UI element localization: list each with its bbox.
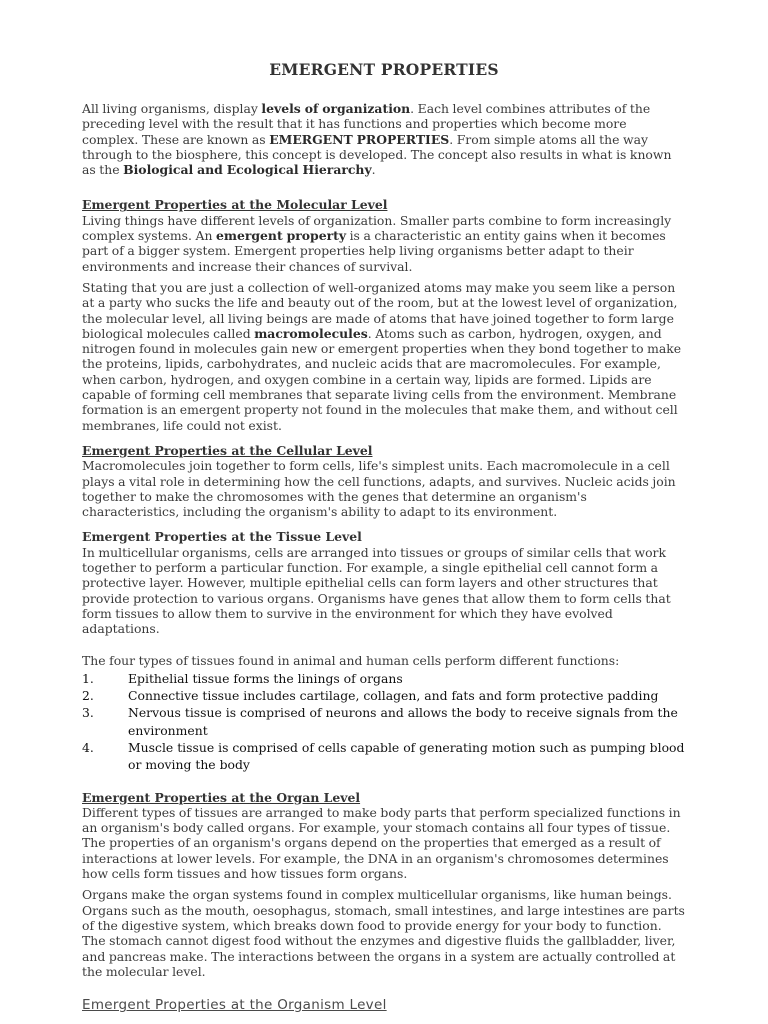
intro-bold-emergent: EMERGENT PROPERTIES [269,131,450,147]
molecular-paragraph-2 [82,280,686,433]
tissue-paragraph: In multicellular organisms, cells are arranged into tissues or groups of similar cells that work together to perform a particular function. For example, a single epithelial cell cannot form a protective layer. However, multiple epithelial cells can form layers and other structures that provide protection to various organs. Organisms have genes that allow them to form cells that form tissues to allow them to survive in the environment for which they have evolved adaptations. [82,544,671,637]
list-item-text: Nervous tissue is comprised of neurons and allows the body to receive signals from the environment [128,705,678,738]
list-item-number: 1. [82,670,94,686]
molecular-paragraph-1 [82,213,686,274]
organ-paragraph-2: Organs make the organ systems found in complex multicellular organisms, like human beings. Organs such as the mouth, oesophagus, stomach, small intestines, and large intestines are parts of the digestive system, which breaks down food to provide energy for your body to function. The stomach cannot digest food without the enzymes and digestive fluids the gallbladder, liver, and pancreas make. The interactions between the organs in a system are actually controlled at the molecular level. [82,887,685,979]
list-item-number: 3. [82,705,94,721]
intro-bold-hierarchy: Biological and Ecological Hierarchy [123,162,372,178]
cellular-paragraph: Macromolecules join together to form cells, life's simplest units. Each macromolecule in a cell plays a vital role in determining how the cell functions, adapts, and survives. Nucleic acids join together to make the chromosomes with the genes that determine an organism's characteristics, including the organism's ability to adapt to its environment. [82,458,676,520]
tissue-types-list [82,670,686,774]
list-item-number: 2. [82,688,94,704]
document-title: EMERGENT PROPERTIES [269,60,499,79]
molecular-text: is a characteristic an entity gains when it becomes part of a bigger system. Emergent properties help living organisms better adapt to their environments and increase their chances of survival. [82,228,666,274]
intro-text: All living organisms, display [82,101,262,116]
list-item-number: 4. [82,739,94,755]
tissue-list-lead-in: The four types of tissues found in animal and human cells perform different functions: [82,652,620,668]
molecular-text: . Atoms such as carbon, hydrogen, oxygen, and nitrogen found in molecules gain new or emergent properties when they bond together to make the proteins, lipids, carbohydrates, and nucleic acids that are macromolecules. For example, when carbon, hydrogen, and oxygen combine in a certain way, lipids are formed. Lipids are capable of forming cell membranes that separate living cells from the environment. Membrane formation is an emergent property not found in the molecules that make them, and without cell membranes, life could not exist. [82,325,682,433]
molecular-text: Stating that you are just a collection of well-organized atoms may make you seem like a person at a party who sucks the life and beauty out of the room, but at the lowest level of organization, the molecular level, all living beings are made of atoms that have joined together to form large biological molecules called [82,279,678,341]
list-item [82,739,686,774]
heading-organism-level: Emergent Properties at the Organism Level [82,997,387,1014]
intro-bold-levels: levels of organization [261,101,411,116]
molecular-text: Living things have different levels of organization. Smaller parts combine to form increasingly complex systems. An [82,212,672,244]
list-item [82,704,686,739]
intro-paragraph [82,101,686,177]
bold-macromolecules: macromolecules [254,325,368,341]
organ-paragraph-1: Different types of tissues are arranged to make body parts that perform specialized functions in an organism's body called organs. For example, your stomach contains all four types of tissue. The properties of an organism's organs depend on the properties that emerged as a result of interactions at lower levels. For example, the DNA in an organism's chromosomes determines how cells form tissues and how tissues form organs. [82,804,681,882]
list-item-text: Muscle tissue is comprised of cells capable of generating motion such as pumping blood or moving the body [128,739,685,773]
list-item-text: Epithelial tissue forms the linings of organs [128,670,403,686]
list-item [82,687,686,704]
heading-cellular-level: Emergent Properties at the Cellular Level [82,442,373,458]
heading-molecular-level: Emergent Properties at the Molecular Level [82,197,388,213]
heading-tissue-level: Emergent Properties at the Tissue Level [82,529,362,545]
bold-emergent-property: emergent property [215,228,347,244]
intro-text: . Each level combines attributes of the preceding level with the result that it has functions and properties which become more complex. These are known as [82,101,651,147]
intro-text: . [371,162,376,178]
list-item-text: Connective tissue includes cartilage, collagen, and fats and form protective padding [128,688,659,704]
heading-organ-level: Emergent Properties at the Organ Level [82,789,361,805]
intro-text: . From simple atoms all the way through to the biosphere, this concept is developed. The concept also results in what is known as the [82,131,672,178]
list-item [82,670,686,687]
